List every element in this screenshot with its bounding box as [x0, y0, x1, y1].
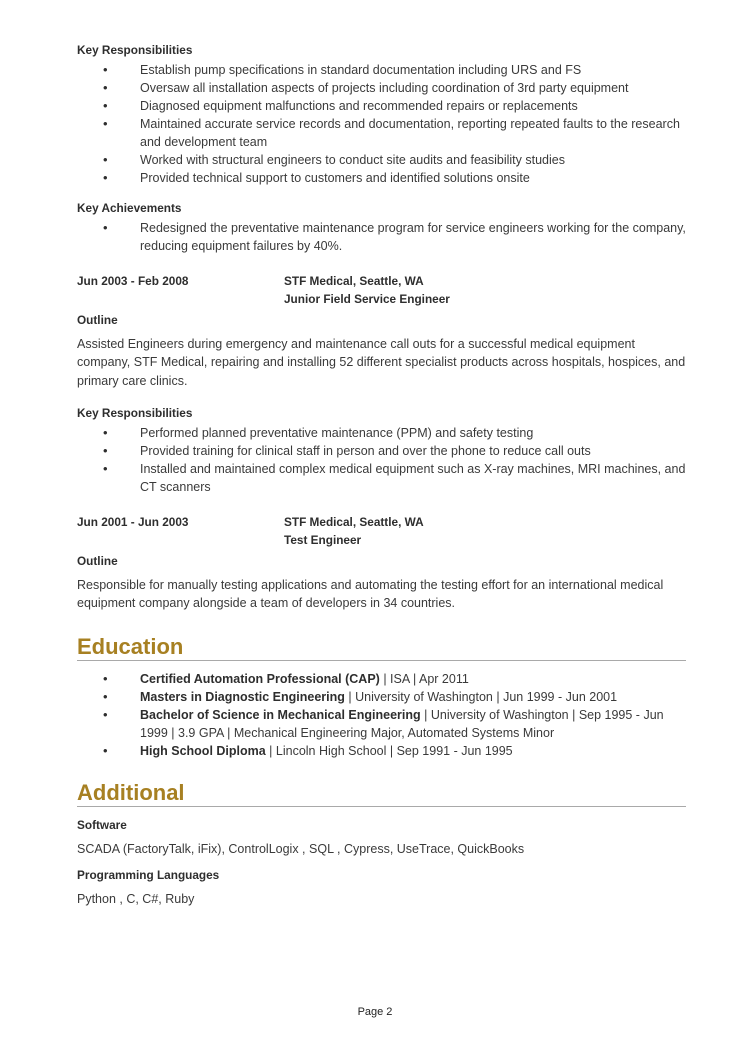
- education-list: [77, 670, 686, 760]
- job2-outline-block: [77, 313, 686, 390]
- list-item: • Establish pump specifications in standard documentation including URS and FS: [77, 61, 686, 79]
- page-number: Page 2: [357, 1006, 393, 1018]
- job3-block: [77, 514, 686, 549]
- list-item: • Oversaw all installation aspects of projects including coordination of 3rd party equipment: [77, 79, 686, 97]
- list-item: • Diagnosed equipment malfunctions and recommended repairs or replacements: [77, 97, 686, 115]
- job1-achievements-list: [77, 219, 686, 255]
- job2-header: [77, 273, 686, 308]
- job2-dates: Jun 2003 - Feb 2008: [77, 274, 189, 288]
- job1-achievements-heading: Key Achievements: [77, 201, 182, 215]
- education-title: Education: [77, 635, 686, 661]
- list-item: • Worked with structural engineers to conduct site audits and feasibility studies: [77, 151, 686, 169]
- software-block: [77, 818, 686, 858]
- list-item: • Installed and maintained complex medical equipment such as X-ray machines, MRI machines, and CT scanners: [77, 460, 686, 496]
- job2-responsibilities-list: [77, 424, 686, 496]
- job2-company-title: [284, 273, 450, 308]
- job2-responsibilities-block: [77, 406, 686, 496]
- job1-block: [77, 43, 686, 187]
- job1-responsibilities-heading: Key Responsibilities: [77, 43, 193, 57]
- list-item: [77, 670, 686, 688]
- list-item: • Provided technical support to customers and identified solutions onsite: [77, 169, 686, 187]
- list-item: • Redesigned the preventative maintenance program for service engineers working for the company, reducing equipment failures by 40%.: [77, 219, 686, 255]
- job2-company: STF Medical, Seattle, WA: [284, 274, 424, 288]
- job2-outline-text: Assisted Engineers during emergency and maintenance call outs for a successful medical equipment company, STF Medical, repairing and installing 52 different specialist products across hospitals, hospices, and primary care clinics.: [77, 337, 686, 388]
- education-details: | Lincoln High School | Sep 1991 - Jun 1995: [265, 744, 513, 758]
- education-degree: Certified Automation Professional (CAP): [140, 672, 380, 686]
- job3-outline-block: [77, 554, 686, 613]
- list-item: [77, 742, 686, 760]
- job2-block: [77, 273, 686, 308]
- additional-title: Additional: [77, 781, 686, 807]
- languages-text: Python , C, C#, Ruby: [77, 892, 195, 906]
- job3-title: Test Engineer: [284, 532, 362, 547]
- list-item: [77, 688, 686, 706]
- software-text: SCADA (FactoryTalk, iFix), ControlLogix , SQL , Cypress, UseTrace, QuickBooks: [77, 842, 525, 856]
- education-degree: Masters in Diagnostic Engineering: [140, 690, 345, 704]
- list-item: • Provided training for clinical staff in person and over the phone to reduce call outs: [77, 442, 686, 460]
- job2-outline-heading: Outline: [77, 313, 118, 327]
- job2-title: Junior Field Service Engineer: [284, 291, 450, 306]
- job3-company: STF Medical, Seattle, WA: [284, 515, 424, 529]
- job2-responsibilities-heading: Key Responsibilities: [77, 406, 193, 420]
- education-section: [77, 635, 686, 661]
- education-details: | University of Washington | Sep 1995 - Jun 1999 | 3.9 GPA | Mechanical Engineering Major, Automated Systems Minor: [140, 708, 664, 740]
- job3-company-title: [284, 514, 424, 549]
- software-heading: Software: [77, 818, 127, 832]
- job1-achievements-block: [77, 201, 686, 255]
- job3-outline-text: Responsible for manually testing applications and automating the testing effort for an international medical equipment company alongside a team of developers in 34 countries.: [77, 578, 664, 611]
- education-degree: Bachelor of Science in Mechanical Engineering: [140, 708, 421, 722]
- list-item: • Maintained accurate service records and documentation, reporting repeated faults to the research and development team: [77, 115, 686, 151]
- languages-block: [77, 868, 686, 908]
- education-degree: High School Diploma: [140, 744, 266, 758]
- job3-header: [77, 514, 686, 549]
- list-item: [77, 706, 686, 742]
- list-item: • Performed planned preventative maintenance (PPM) and safety testing: [77, 424, 686, 442]
- job3-outline-heading: Outline: [77, 554, 118, 568]
- languages-heading: Programming Languages: [77, 868, 220, 882]
- education-details: | ISA | Apr 2011: [379, 672, 469, 686]
- job1-responsibilities-list: [77, 61, 686, 187]
- education-details: | University of Washington | Jun 1999 - Jun 2001: [344, 690, 618, 704]
- job3-dates: Jun 2001 - Jun 2003: [77, 515, 189, 529]
- additional-section: [77, 781, 686, 807]
